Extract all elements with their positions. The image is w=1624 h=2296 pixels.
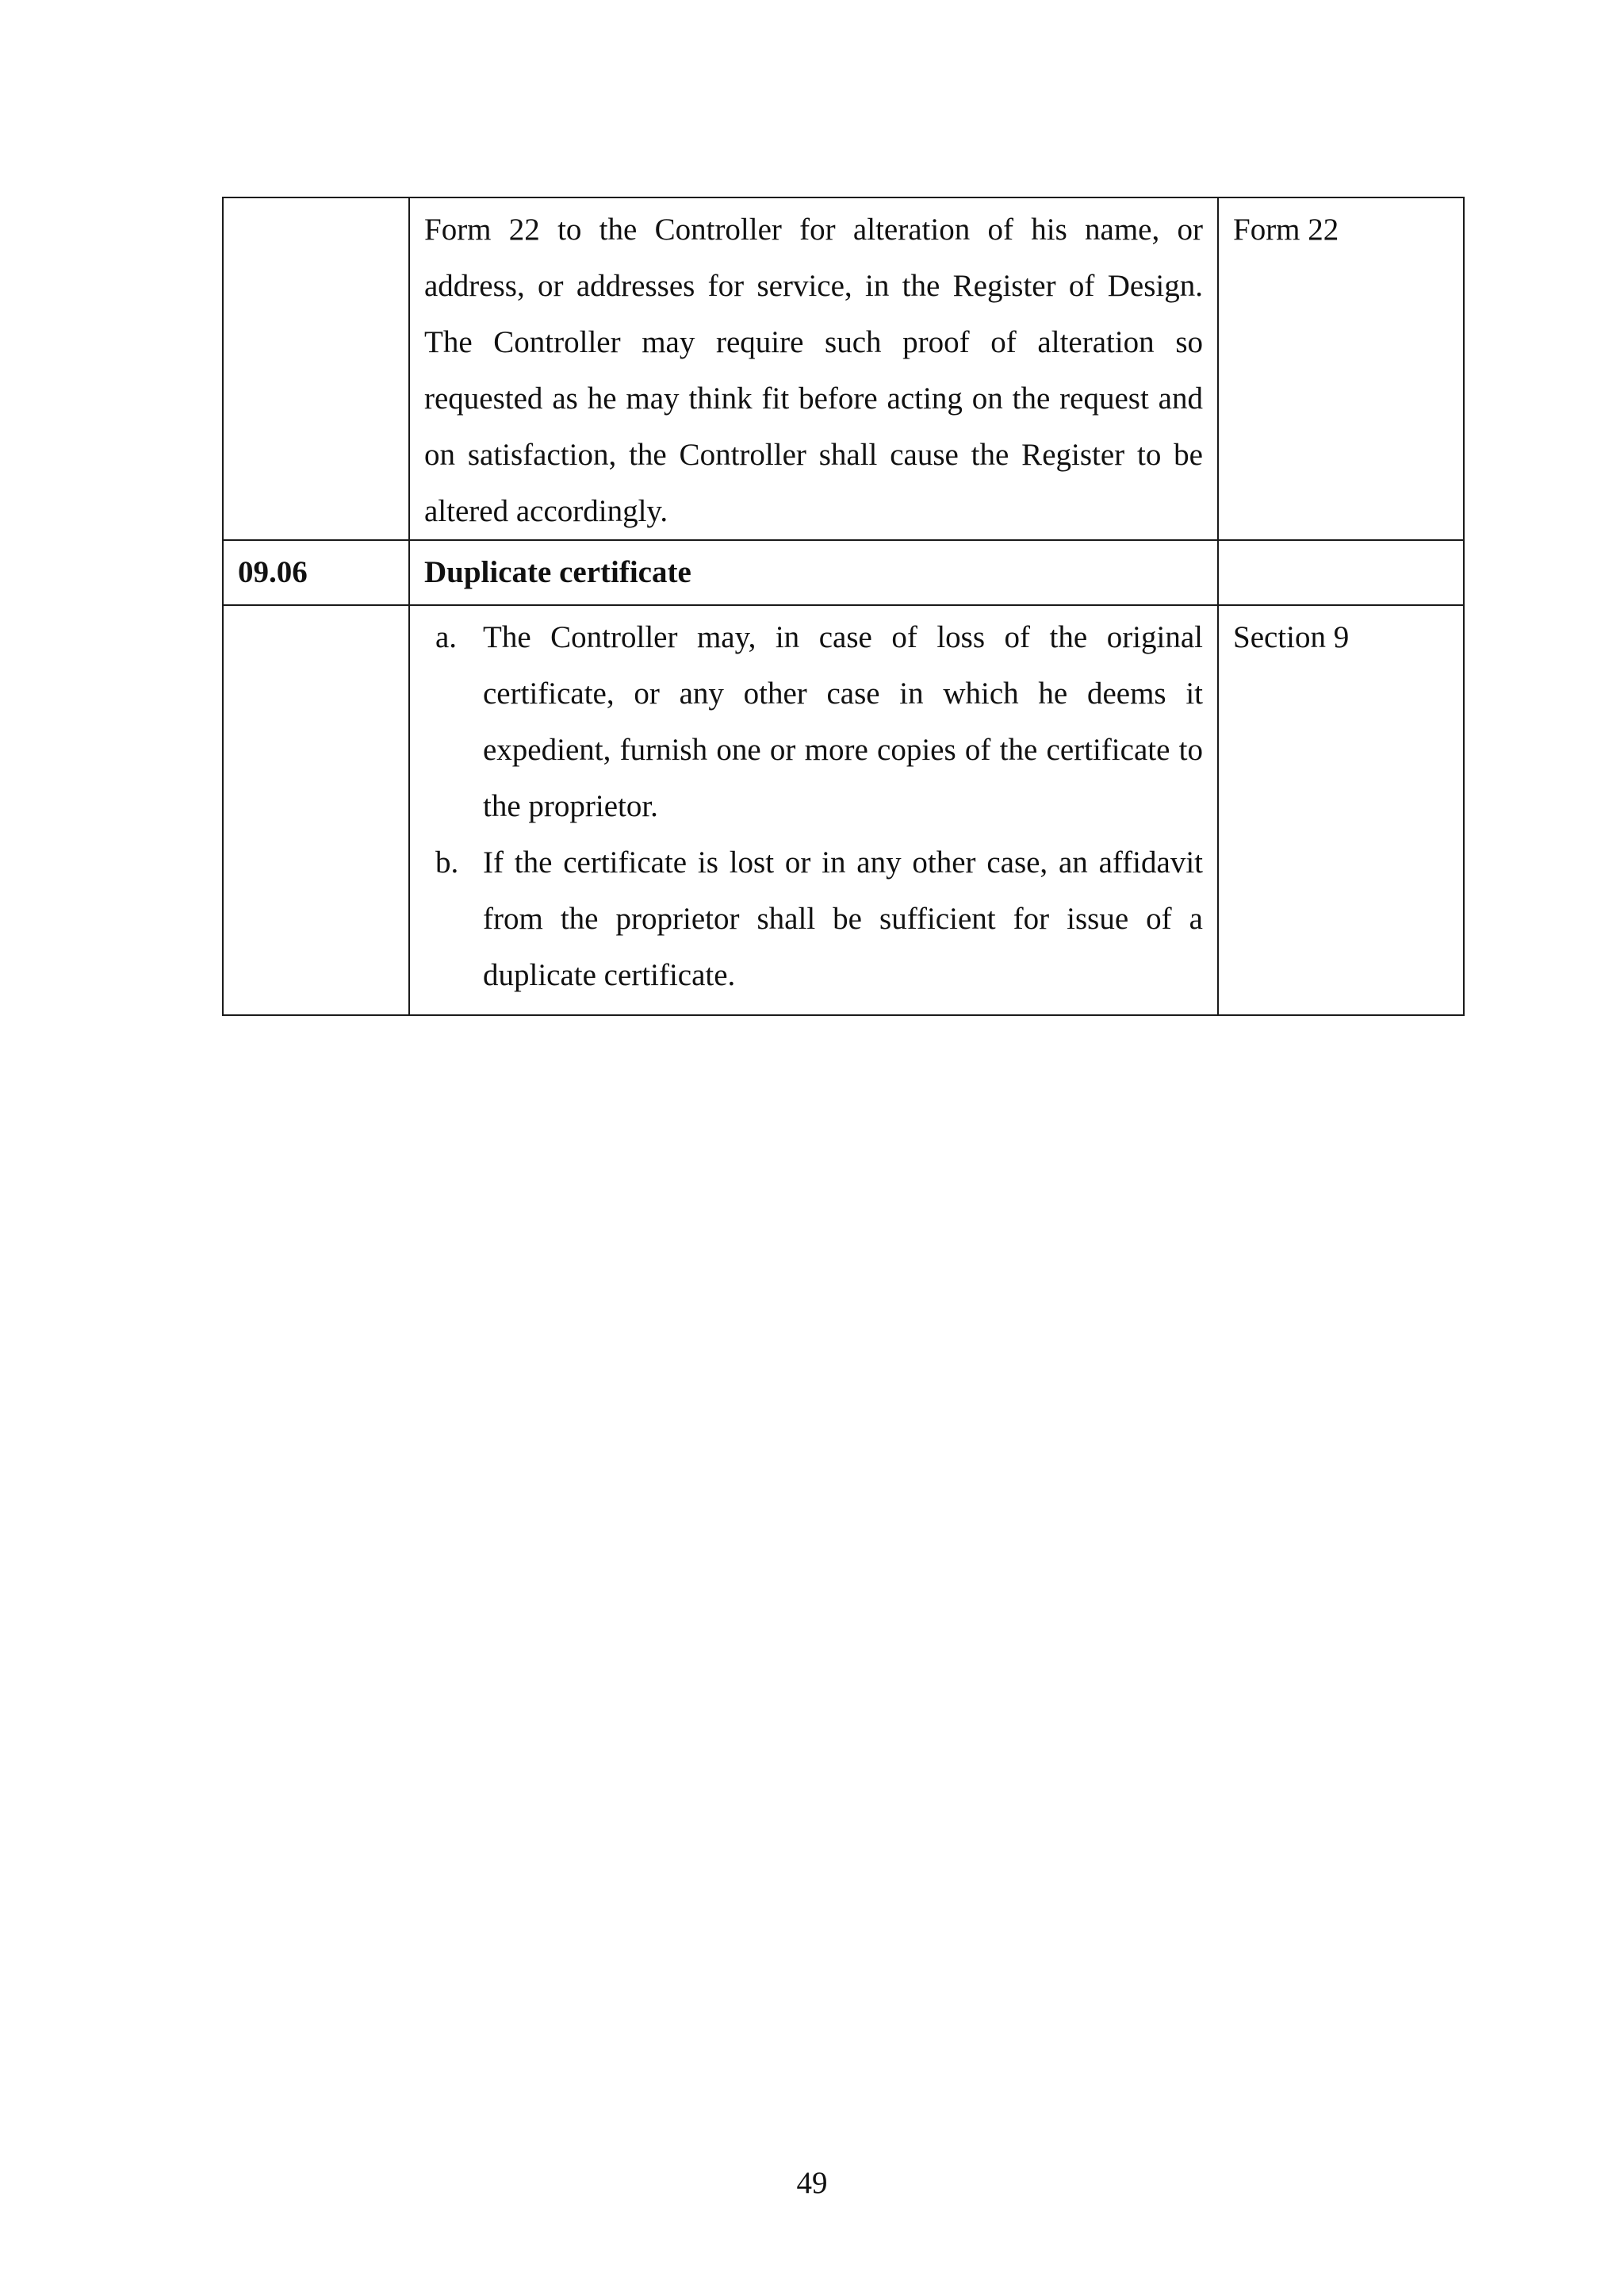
section-number-cell <box>223 197 409 540</box>
provision-paragraph: Form 22 to the Controller for alteration of his name, or address, or addresses for service, in the Register of Design. The Controller may require such proof of alteration so requested as he may think fit before acting on the request and on satisfaction, the Controller shall cause the Register to be altered accordingly. <box>424 213 1203 528</box>
section-number-cell: 09.06 <box>223 540 409 605</box>
reference-cell: Form 22 <box>1218 197 1464 540</box>
section-heading: Duplicate certificate <box>409 540 1218 605</box>
section-number-cell <box>223 605 409 1015</box>
list-item-text: The Controller may, in case of loss of the original certificate, or any other case in which he deems it expedient, furnish one or more copies of the certificate to the proprietor. <box>483 620 1203 823</box>
table-row <box>223 605 1464 1015</box>
page-number: 49 <box>796 2166 828 2200</box>
provision-text-cell <box>409 605 1218 1015</box>
list-item-text: If the certificate is lost or in any other case, an affidavit from the proprietor shall be sufficient for issue of a duplicate certificate. <box>483 845 1203 992</box>
reference-cell <box>1218 540 1464 605</box>
list-item <box>424 609 1203 834</box>
provision-list <box>410 606 1217 1014</box>
reference-cell: Section 9 <box>1218 605 1464 1015</box>
table-row <box>223 540 1464 605</box>
list-marker: a. <box>435 620 458 654</box>
list-item <box>424 834 1203 1003</box>
table-row <box>223 197 1464 540</box>
provision-text-cell <box>409 197 1218 540</box>
list-marker: b. <box>435 845 459 880</box>
provisions-table <box>222 197 1465 1016</box>
